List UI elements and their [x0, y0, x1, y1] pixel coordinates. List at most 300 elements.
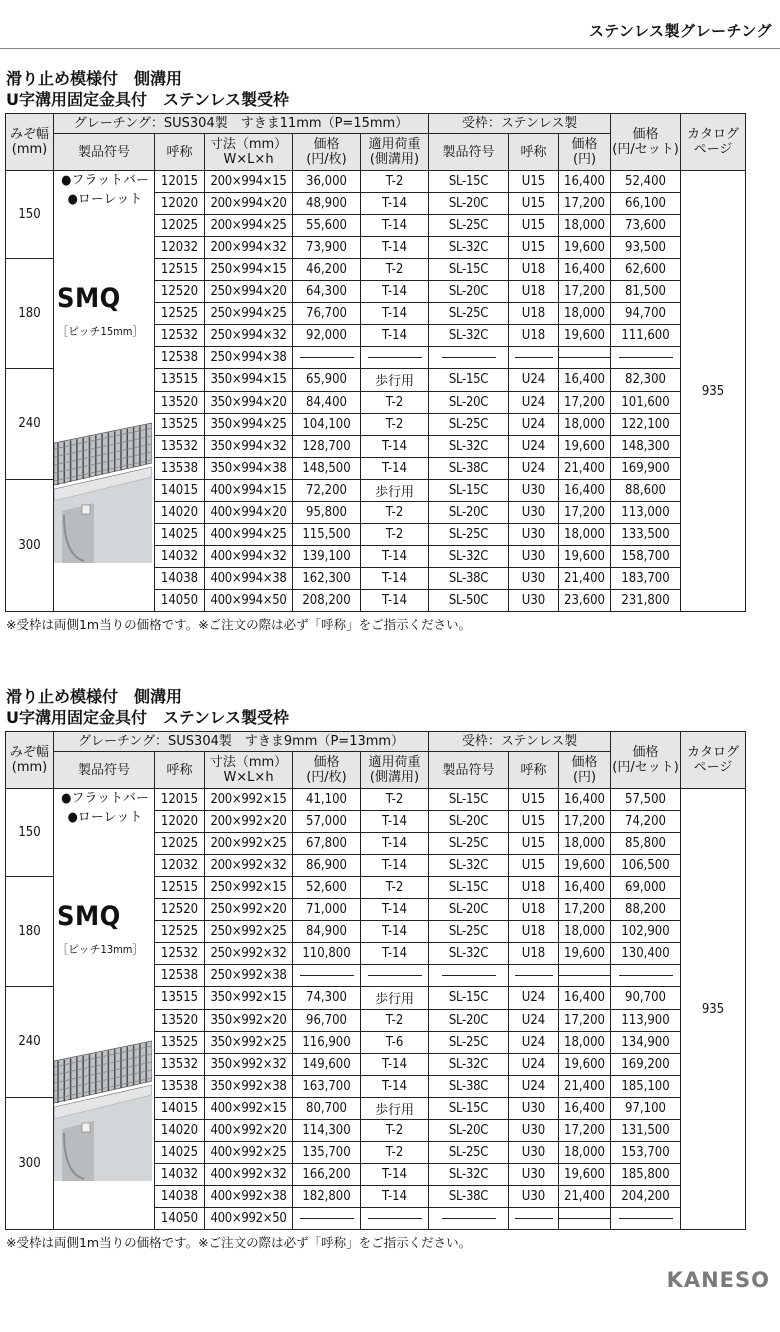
dash-mark — [368, 357, 422, 358]
feature-label: ●フラットバー — [61, 173, 149, 188]
grating-price: 76,700 — [293, 303, 361, 325]
frame-nominal: U30 — [509, 1097, 559, 1119]
grating-code: 12015 — [155, 789, 205, 811]
set-price: 111,600 — [611, 325, 681, 347]
grating-dimensions: 250×992×32 — [205, 943, 293, 965]
grating-code: 14038 — [155, 1186, 205, 1208]
grating-dimensions: 250×992×15 — [205, 877, 293, 899]
grating-price: 84,400 — [293, 391, 361, 413]
grating-price: 149,600 — [293, 1053, 361, 1075]
applicable-load: T-2 — [361, 259, 429, 281]
applicable-load: T-2 — [361, 1009, 429, 1031]
dash-mark — [559, 1218, 611, 1219]
frame-code: SL-20C — [429, 502, 509, 524]
frame-nominal: U24 — [509, 1053, 559, 1075]
frame-price: 16,400 — [559, 369, 611, 391]
grating-code: 12020 — [155, 193, 205, 215]
frame-price: 17,200 — [559, 391, 611, 413]
dash-mark — [442, 357, 496, 358]
frame-nominal: U24 — [509, 457, 559, 479]
grating-price: 65,900 — [293, 369, 361, 391]
frame-nominal: U18 — [509, 921, 559, 943]
grating-code: 14025 — [155, 1142, 205, 1164]
footnote: ※受枠は両側1m当りの価格です。※ご注文の際は必ず「呼称」をご指示ください。 — [6, 617, 472, 632]
groove-width-cell: 180 — [6, 877, 54, 987]
groove-width-cell: 240 — [6, 369, 54, 479]
applicable-load: T-14 — [361, 546, 429, 568]
col-header-frame-nominal: 呼称 — [509, 134, 559, 171]
frame-nominal-empty — [509, 1208, 559, 1230]
grating-code: 14038 — [155, 568, 205, 590]
applicable-load: T-2 — [361, 502, 429, 524]
grating-dimensions: 400×992×15 — [205, 1097, 293, 1119]
grating-dimensions: 200×992×32 — [205, 855, 293, 877]
frame-price: 18,000 — [559, 1031, 611, 1053]
grating-price: 46,200 — [293, 259, 361, 281]
applicable-load: T-6 — [361, 1031, 429, 1053]
grating-price-empty — [293, 347, 361, 369]
grating-dimensions: 250×994×32 — [205, 325, 293, 347]
col-header-grating-group: グレーチング：SUS304製 すきま11mm（P=15mm） — [54, 114, 429, 134]
frame-price: 19,600 — [559, 435, 611, 457]
grating-dimensions: 350×992×15 — [205, 987, 293, 1009]
col-header-load: 適用荷重 (側溝用) — [361, 752, 429, 789]
frame-code: SL-38C — [429, 1186, 509, 1208]
frame-nominal: U15 — [509, 855, 559, 877]
frame-code: SL-32C — [429, 546, 509, 568]
grating-price: 36,000 — [293, 171, 361, 193]
frame-code: SL-15C — [429, 789, 509, 811]
applicable-load: 歩行用 — [361, 369, 429, 391]
dash-mark — [619, 1218, 673, 1219]
frame-nominal: U15 — [509, 811, 559, 833]
grating-code: 14020 — [155, 502, 205, 524]
set-price: 169,900 — [611, 457, 681, 479]
set-price: 74,200 — [611, 811, 681, 833]
grating-price: 86,900 — [293, 855, 361, 877]
grating-dimensions: 400×994×50 — [205, 590, 293, 612]
frame-nominal: U18 — [509, 899, 559, 921]
frame-code: SL-25C — [429, 921, 509, 943]
grating-dimensions: 400×994×38 — [205, 568, 293, 590]
set-price: 153,700 — [611, 1142, 681, 1164]
frame-code: SL-32C — [429, 943, 509, 965]
dash-mark — [515, 975, 553, 976]
dash-mark — [368, 975, 422, 976]
frame-code: SL-15C — [429, 479, 509, 501]
frame-nominal: U24 — [509, 391, 559, 413]
frame-nominal: U15 — [509, 833, 559, 855]
applicable-load: T-2 — [361, 1120, 429, 1142]
frame-price: 18,000 — [559, 524, 611, 546]
col-header-set-price: 価格 (円/セット) — [611, 114, 681, 171]
set-price: 81,500 — [611, 281, 681, 303]
grating-price: 128,700 — [293, 435, 361, 457]
frame-nominal: U30 — [509, 479, 559, 501]
grating-dimensions: 200×992×20 — [205, 811, 293, 833]
applicable-load: T-2 — [361, 877, 429, 899]
grating-dimensions: 400×992×25 — [205, 1142, 293, 1164]
grating-price: 71,000 — [293, 899, 361, 921]
grating-code: 12015 — [155, 171, 205, 193]
frame-code: SL-20C — [429, 1120, 509, 1142]
frame-code: SL-38C — [429, 1075, 509, 1097]
set-price: 101,600 — [611, 391, 681, 413]
frame-code: SL-32C — [429, 237, 509, 259]
set-price: 185,100 — [611, 1075, 681, 1097]
grating-code: 13525 — [155, 413, 205, 435]
page-header-title: ステンレス製グレーチング — [588, 22, 772, 40]
frame-nominal: U15 — [509, 193, 559, 215]
frame-nominal: U15 — [509, 171, 559, 193]
frame-nominal: U24 — [509, 1075, 559, 1097]
col-header-width: みぞ幅 (mm) — [6, 732, 54, 789]
applicable-load: T-14 — [361, 833, 429, 855]
frame-code: SL-32C — [429, 435, 509, 457]
catalog-page: 935 — [681, 171, 746, 612]
frame-code: SL-15C — [429, 877, 509, 899]
col-header-dimensions: 寸法（mm） W×L×h — [205, 752, 293, 789]
price-table — [5, 113, 746, 612]
grating-code: 12025 — [155, 215, 205, 237]
frame-price: 19,600 — [559, 237, 611, 259]
frame-price: 17,200 — [559, 1120, 611, 1142]
grating-dimensions: 350×994×25 — [205, 413, 293, 435]
grating-price: 80,700 — [293, 1097, 361, 1119]
grating-dimensions: 250×994×25 — [205, 303, 293, 325]
frame-price: 16,400 — [559, 259, 611, 281]
set-price: 133,500 — [611, 524, 681, 546]
set-price: 90,700 — [611, 987, 681, 1009]
grating-dimensions: 200×994×15 — [205, 171, 293, 193]
dash-mark — [559, 357, 611, 358]
frame-nominal: U18 — [509, 325, 559, 347]
applicable-load: T-14 — [361, 325, 429, 347]
grating-price: 57,000 — [293, 811, 361, 833]
frame-nominal: U30 — [509, 1186, 559, 1208]
grating-dimensions: 350×994×20 — [205, 391, 293, 413]
groove-width-cell: 150 — [6, 171, 54, 259]
frame-price: 21,400 — [559, 1075, 611, 1097]
product-image-cell — [54, 789, 155, 1230]
col-header-catalog-page: カタログ ページ — [681, 114, 746, 171]
feature-label: ●ローレット — [67, 810, 143, 825]
price-table — [5, 731, 746, 1230]
grating-dimensions: 250×994×20 — [205, 281, 293, 303]
grating-code: 12020 — [155, 811, 205, 833]
frame-nominal: U24 — [509, 1031, 559, 1053]
applicable-load: T-14 — [361, 281, 429, 303]
set-price: 134,900 — [611, 1031, 681, 1053]
col-header-dimensions: 寸法（mm） W×L×h — [205, 134, 293, 171]
grating-code: 14050 — [155, 1208, 205, 1230]
set-price: 113,000 — [611, 502, 681, 524]
frame-nominal: U30 — [509, 590, 559, 612]
set-price: 113,900 — [611, 1009, 681, 1031]
frame-price: 17,200 — [559, 502, 611, 524]
set-price: 88,600 — [611, 479, 681, 501]
applicable-load-empty — [361, 1208, 429, 1230]
applicable-load-empty — [361, 347, 429, 369]
col-header-price: 価格 (円/枚) — [293, 134, 361, 171]
applicable-load: T-2 — [361, 789, 429, 811]
header-divider — [0, 48, 780, 49]
grating-price: 115,500 — [293, 524, 361, 546]
grating-code: 13515 — [155, 369, 205, 391]
grating-code: 13525 — [155, 1031, 205, 1053]
set-price-empty — [611, 1208, 681, 1230]
frame-price: 16,400 — [559, 877, 611, 899]
grating-price: 208,200 — [293, 590, 361, 612]
grating-dimensions: 350×994×38 — [205, 457, 293, 479]
grating-dimensions: 200×992×15 — [205, 789, 293, 811]
set-price: 73,600 — [611, 215, 681, 237]
set-price: 93,500 — [611, 237, 681, 259]
col-header-frame-group: 受枠：ステンレス製 — [429, 114, 611, 134]
col-header-nominal: 呼称 — [155, 752, 205, 789]
dash-mark — [515, 1218, 553, 1219]
set-price: 102,900 — [611, 921, 681, 943]
set-price: 88,200 — [611, 899, 681, 921]
frame-code: SL-32C — [429, 1164, 509, 1186]
grating-price: 52,600 — [293, 877, 361, 899]
frame-nominal: U24 — [509, 369, 559, 391]
frame-nominal: U15 — [509, 215, 559, 237]
frame-price: 17,200 — [559, 899, 611, 921]
frame-price: 19,600 — [559, 943, 611, 965]
frame-nominal: U18 — [509, 877, 559, 899]
col-header-product-code: 製品符号 — [54, 752, 155, 789]
section-title-line2: U字溝用固定金具付 ステンレス製受枠 — [6, 708, 289, 727]
grating-code: 12032 — [155, 237, 205, 259]
grating-price: 96,700 — [293, 1009, 361, 1031]
frame-code: SL-25C — [429, 413, 509, 435]
set-price: 97,100 — [611, 1097, 681, 1119]
grating-dimensions: 350×992×20 — [205, 1009, 293, 1031]
grating-code: 14032 — [155, 1164, 205, 1186]
groove-width-cell: 150 — [6, 789, 54, 877]
frame-price: 18,000 — [559, 413, 611, 435]
grating-code: 12525 — [155, 303, 205, 325]
frame-code: SL-15C — [429, 369, 509, 391]
set-price-empty — [611, 347, 681, 369]
col-header-frame-price: 価格 (円) — [559, 134, 611, 171]
frame-price: 18,000 — [559, 833, 611, 855]
grating-code: 13520 — [155, 1009, 205, 1031]
grating-price: 41,100 — [293, 789, 361, 811]
frame-nominal: U15 — [509, 237, 559, 259]
set-price: 231,800 — [611, 590, 681, 612]
col-header-frame-group: 受枠：ステンレス製 — [429, 732, 611, 752]
col-header-width: みぞ幅 (mm) — [6, 114, 54, 171]
grating-dimensions: 350×992×25 — [205, 1031, 293, 1053]
grating-dimensions: 400×992×38 — [205, 1186, 293, 1208]
set-price: 131,500 — [611, 1120, 681, 1142]
frame-code: SL-15C — [429, 1097, 509, 1119]
frame-nominal: U18 — [509, 259, 559, 281]
applicable-load: T-14 — [361, 855, 429, 877]
frame-price: 17,200 — [559, 281, 611, 303]
grating-dimensions: 400×992×20 — [205, 1120, 293, 1142]
grating-dimensions: 250×994×15 — [205, 259, 293, 281]
set-price: 85,800 — [611, 833, 681, 855]
section-title-line1: 滑り止め模様付 側溝用 — [6, 69, 183, 88]
frame-code: SL-20C — [429, 391, 509, 413]
grating-price: 64,300 — [293, 281, 361, 303]
frame-price: 19,600 — [559, 1053, 611, 1075]
frame-nominal: U15 — [509, 789, 559, 811]
set-price: 130,400 — [611, 943, 681, 965]
frame-price-empty — [559, 347, 611, 369]
col-header-frame-code: 製品符号 — [429, 134, 509, 171]
grating-code: 14020 — [155, 1120, 205, 1142]
applicable-load: T-14 — [361, 590, 429, 612]
applicable-load: T-14 — [361, 921, 429, 943]
grating-dimensions: 250×992×38 — [205, 965, 293, 987]
frame-nominal-empty — [509, 965, 559, 987]
grating-dimensions: 350×994×32 — [205, 435, 293, 457]
dash-mark — [559, 975, 611, 976]
frame-price: 16,400 — [559, 987, 611, 1009]
frame-code: SL-15C — [429, 259, 509, 281]
pitch-label: ［ピッチ15mm］ — [57, 325, 144, 338]
dash-mark — [368, 1218, 422, 1219]
set-price: 106,500 — [611, 855, 681, 877]
col-header-frame-nominal: 呼称 — [509, 752, 559, 789]
applicable-load: T-14 — [361, 215, 429, 237]
grating-code: 12520 — [155, 899, 205, 921]
grating-dimensions: 250×992×25 — [205, 921, 293, 943]
frame-price: 23,600 — [559, 590, 611, 612]
frame-code: SL-25C — [429, 1031, 509, 1053]
set-price: 69,000 — [611, 877, 681, 899]
set-price: 158,700 — [611, 546, 681, 568]
footnote: ※受枠は両側1m当りの価格です。※ご注文の際は必ず「呼称」をご指示ください。 — [6, 1235, 472, 1250]
frame-nominal: U30 — [509, 1164, 559, 1186]
grating-code: 13532 — [155, 1053, 205, 1075]
set-price-empty — [611, 965, 681, 987]
frame-price: 21,400 — [559, 457, 611, 479]
col-header-frame-price: 価格 (円) — [559, 752, 611, 789]
grating-dimensions: 350×992×32 — [205, 1053, 293, 1075]
groove-width-cell: 180 — [6, 259, 54, 369]
grating-price: 114,300 — [293, 1120, 361, 1142]
frame-price: 17,200 — [559, 193, 611, 215]
grating-code: 12520 — [155, 281, 205, 303]
grating-dimensions: 250×992×20 — [205, 899, 293, 921]
frame-code: SL-25C — [429, 303, 509, 325]
grating-dimensions: 200×994×25 — [205, 215, 293, 237]
grating-price: 72,200 — [293, 479, 361, 501]
frame-price: 19,600 — [559, 325, 611, 347]
applicable-load: T-14 — [361, 1164, 429, 1186]
grating-dimensions: 400×992×32 — [205, 1164, 293, 1186]
table-row — [6, 171, 746, 193]
grating-price: 92,000 — [293, 325, 361, 347]
applicable-load: T-2 — [361, 413, 429, 435]
frame-code: SL-20C — [429, 899, 509, 921]
frame-nominal: U24 — [509, 1009, 559, 1031]
grating-price: 110,800 — [293, 943, 361, 965]
frame-code: SL-25C — [429, 1142, 509, 1164]
frame-code: SL-20C — [429, 193, 509, 215]
grating-price: 163,700 — [293, 1075, 361, 1097]
set-price: 148,300 — [611, 435, 681, 457]
feature-label: ●フラットバー — [61, 791, 149, 806]
price-section-pitch-15 — [5, 68, 775, 633]
applicable-load: T-14 — [361, 457, 429, 479]
applicable-load: T-2 — [361, 1142, 429, 1164]
grating-dimensions: 400×994×20 — [205, 502, 293, 524]
applicable-load: T-14 — [361, 899, 429, 921]
grating-price: 84,900 — [293, 921, 361, 943]
applicable-load: 歩行用 — [361, 987, 429, 1009]
grating-dimensions: 400×994×25 — [205, 524, 293, 546]
grating-dimensions: 350×992×38 — [205, 1075, 293, 1097]
frame-code: SL-38C — [429, 457, 509, 479]
frame-nominal: U18 — [509, 303, 559, 325]
col-header-load: 適用荷重 (側溝用) — [361, 134, 429, 171]
dash-mark — [442, 1218, 496, 1219]
price-section-pitch-13 — [5, 686, 775, 1251]
grating-code: 12538 — [155, 965, 205, 987]
frame-code: SL-25C — [429, 833, 509, 855]
frame-nominal: U24 — [509, 435, 559, 457]
frame-code: SL-15C — [429, 987, 509, 1009]
grating-dimensions: 350×994×15 — [205, 369, 293, 391]
grating-code: 12032 — [155, 855, 205, 877]
applicable-load: T-14 — [361, 435, 429, 457]
grating-code: 13538 — [155, 457, 205, 479]
feature-label: ●ローレット — [67, 192, 143, 207]
grating-dimensions: 400×992×50 — [205, 1208, 293, 1230]
frame-price: 18,000 — [559, 921, 611, 943]
applicable-load: T-14 — [361, 1053, 429, 1075]
groove-width-cell: 300 — [6, 1097, 54, 1229]
grating-dimensions: 200×992×25 — [205, 833, 293, 855]
grating-code: 14025 — [155, 524, 205, 546]
section-title-line1: 滑り止め模様付 側溝用 — [6, 687, 183, 706]
frame-code: SL-20C — [429, 1009, 509, 1031]
frame-code: SL-20C — [429, 811, 509, 833]
grating-code: 14015 — [155, 1097, 205, 1119]
groove-width-cell: 300 — [6, 479, 54, 611]
frame-nominal: U24 — [509, 987, 559, 1009]
grating-price: 162,300 — [293, 568, 361, 590]
applicable-load: T-14 — [361, 943, 429, 965]
frame-code: SL-50C — [429, 590, 509, 612]
grating-price: 104,100 — [293, 413, 361, 435]
grating-code: 14032 — [155, 546, 205, 568]
frame-price: 17,200 — [559, 811, 611, 833]
frame-nominal: U30 — [509, 546, 559, 568]
grating-dimensions: 400×994×32 — [205, 546, 293, 568]
grating-code: 12538 — [155, 347, 205, 369]
grating-price: 166,200 — [293, 1164, 361, 1186]
grating-price: 73,900 — [293, 237, 361, 259]
grating-code: 14050 — [155, 590, 205, 612]
frame-nominal: U30 — [509, 502, 559, 524]
grating-price: 182,800 — [293, 1186, 361, 1208]
frame-price: 19,600 — [559, 1164, 611, 1186]
frame-price: 16,400 — [559, 789, 611, 811]
frame-code: SL-25C — [429, 215, 509, 237]
applicable-load: T-14 — [361, 237, 429, 259]
set-price: 122,100 — [611, 413, 681, 435]
frame-nominal: U30 — [509, 524, 559, 546]
kaneso-logo: KANESO — [666, 1268, 770, 1292]
grating-code: 12525 — [155, 921, 205, 943]
